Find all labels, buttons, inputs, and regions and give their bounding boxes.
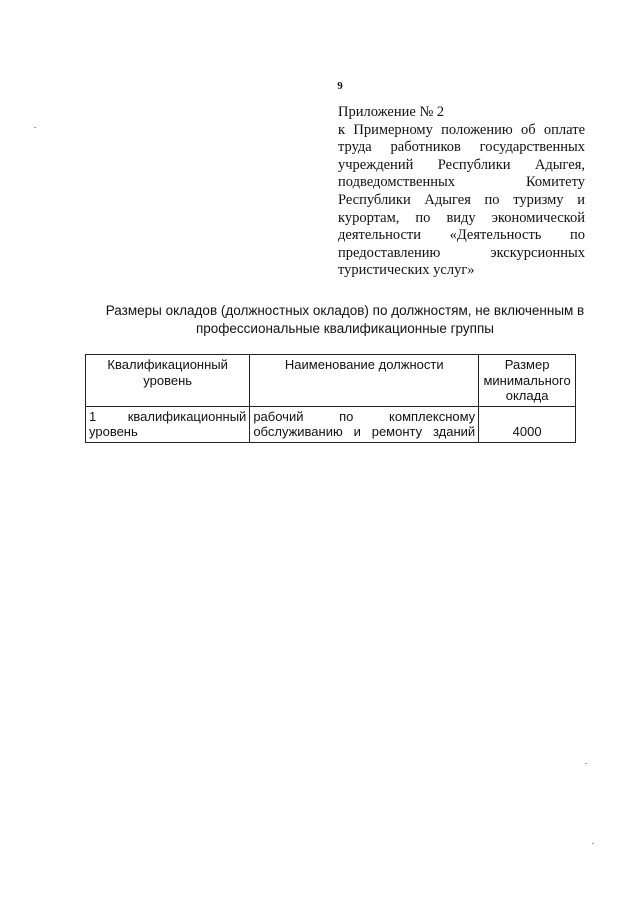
page-number: 9 [337, 80, 343, 92]
document-heading: Размеры окладов (должностных окладов) по должностям, не включенным в профессиональные квалификационные группы [105, 303, 585, 336]
appendix-title: Приложение № 2 [338, 104, 445, 120]
cell-minimum-salary: 4000 [479, 406, 576, 442]
table-row [86, 406, 576, 442]
table-header-row [86, 355, 576, 407]
cell-qualification-level: 1 квалификационный уровень [86, 406, 250, 442]
cell-position-name: рабочий по комплексному обслуживанию и ремонту зданий [250, 406, 479, 442]
header-qualification-level: Квалификационный уровень [86, 355, 250, 407]
scan-speck [592, 843, 594, 844]
header-position-name: Наименование должности [250, 355, 479, 407]
positions-table [85, 354, 576, 443]
appendix-text: к Примерному положению об оплате труда работников государственных учреждений Республики Адыгея, подведомственных Комитету Республики Адыгея по туризму и курортам, по виду экономической деятельности «Деятельность по предоставлению экскурсионных туристических услуг» [338, 121, 585, 279]
scan-speck [34, 127, 36, 128]
scan-speck [585, 763, 587, 764]
header-minimum-salary: Размер минимального оклада [479, 355, 576, 407]
appendix-block [338, 104, 585, 280]
